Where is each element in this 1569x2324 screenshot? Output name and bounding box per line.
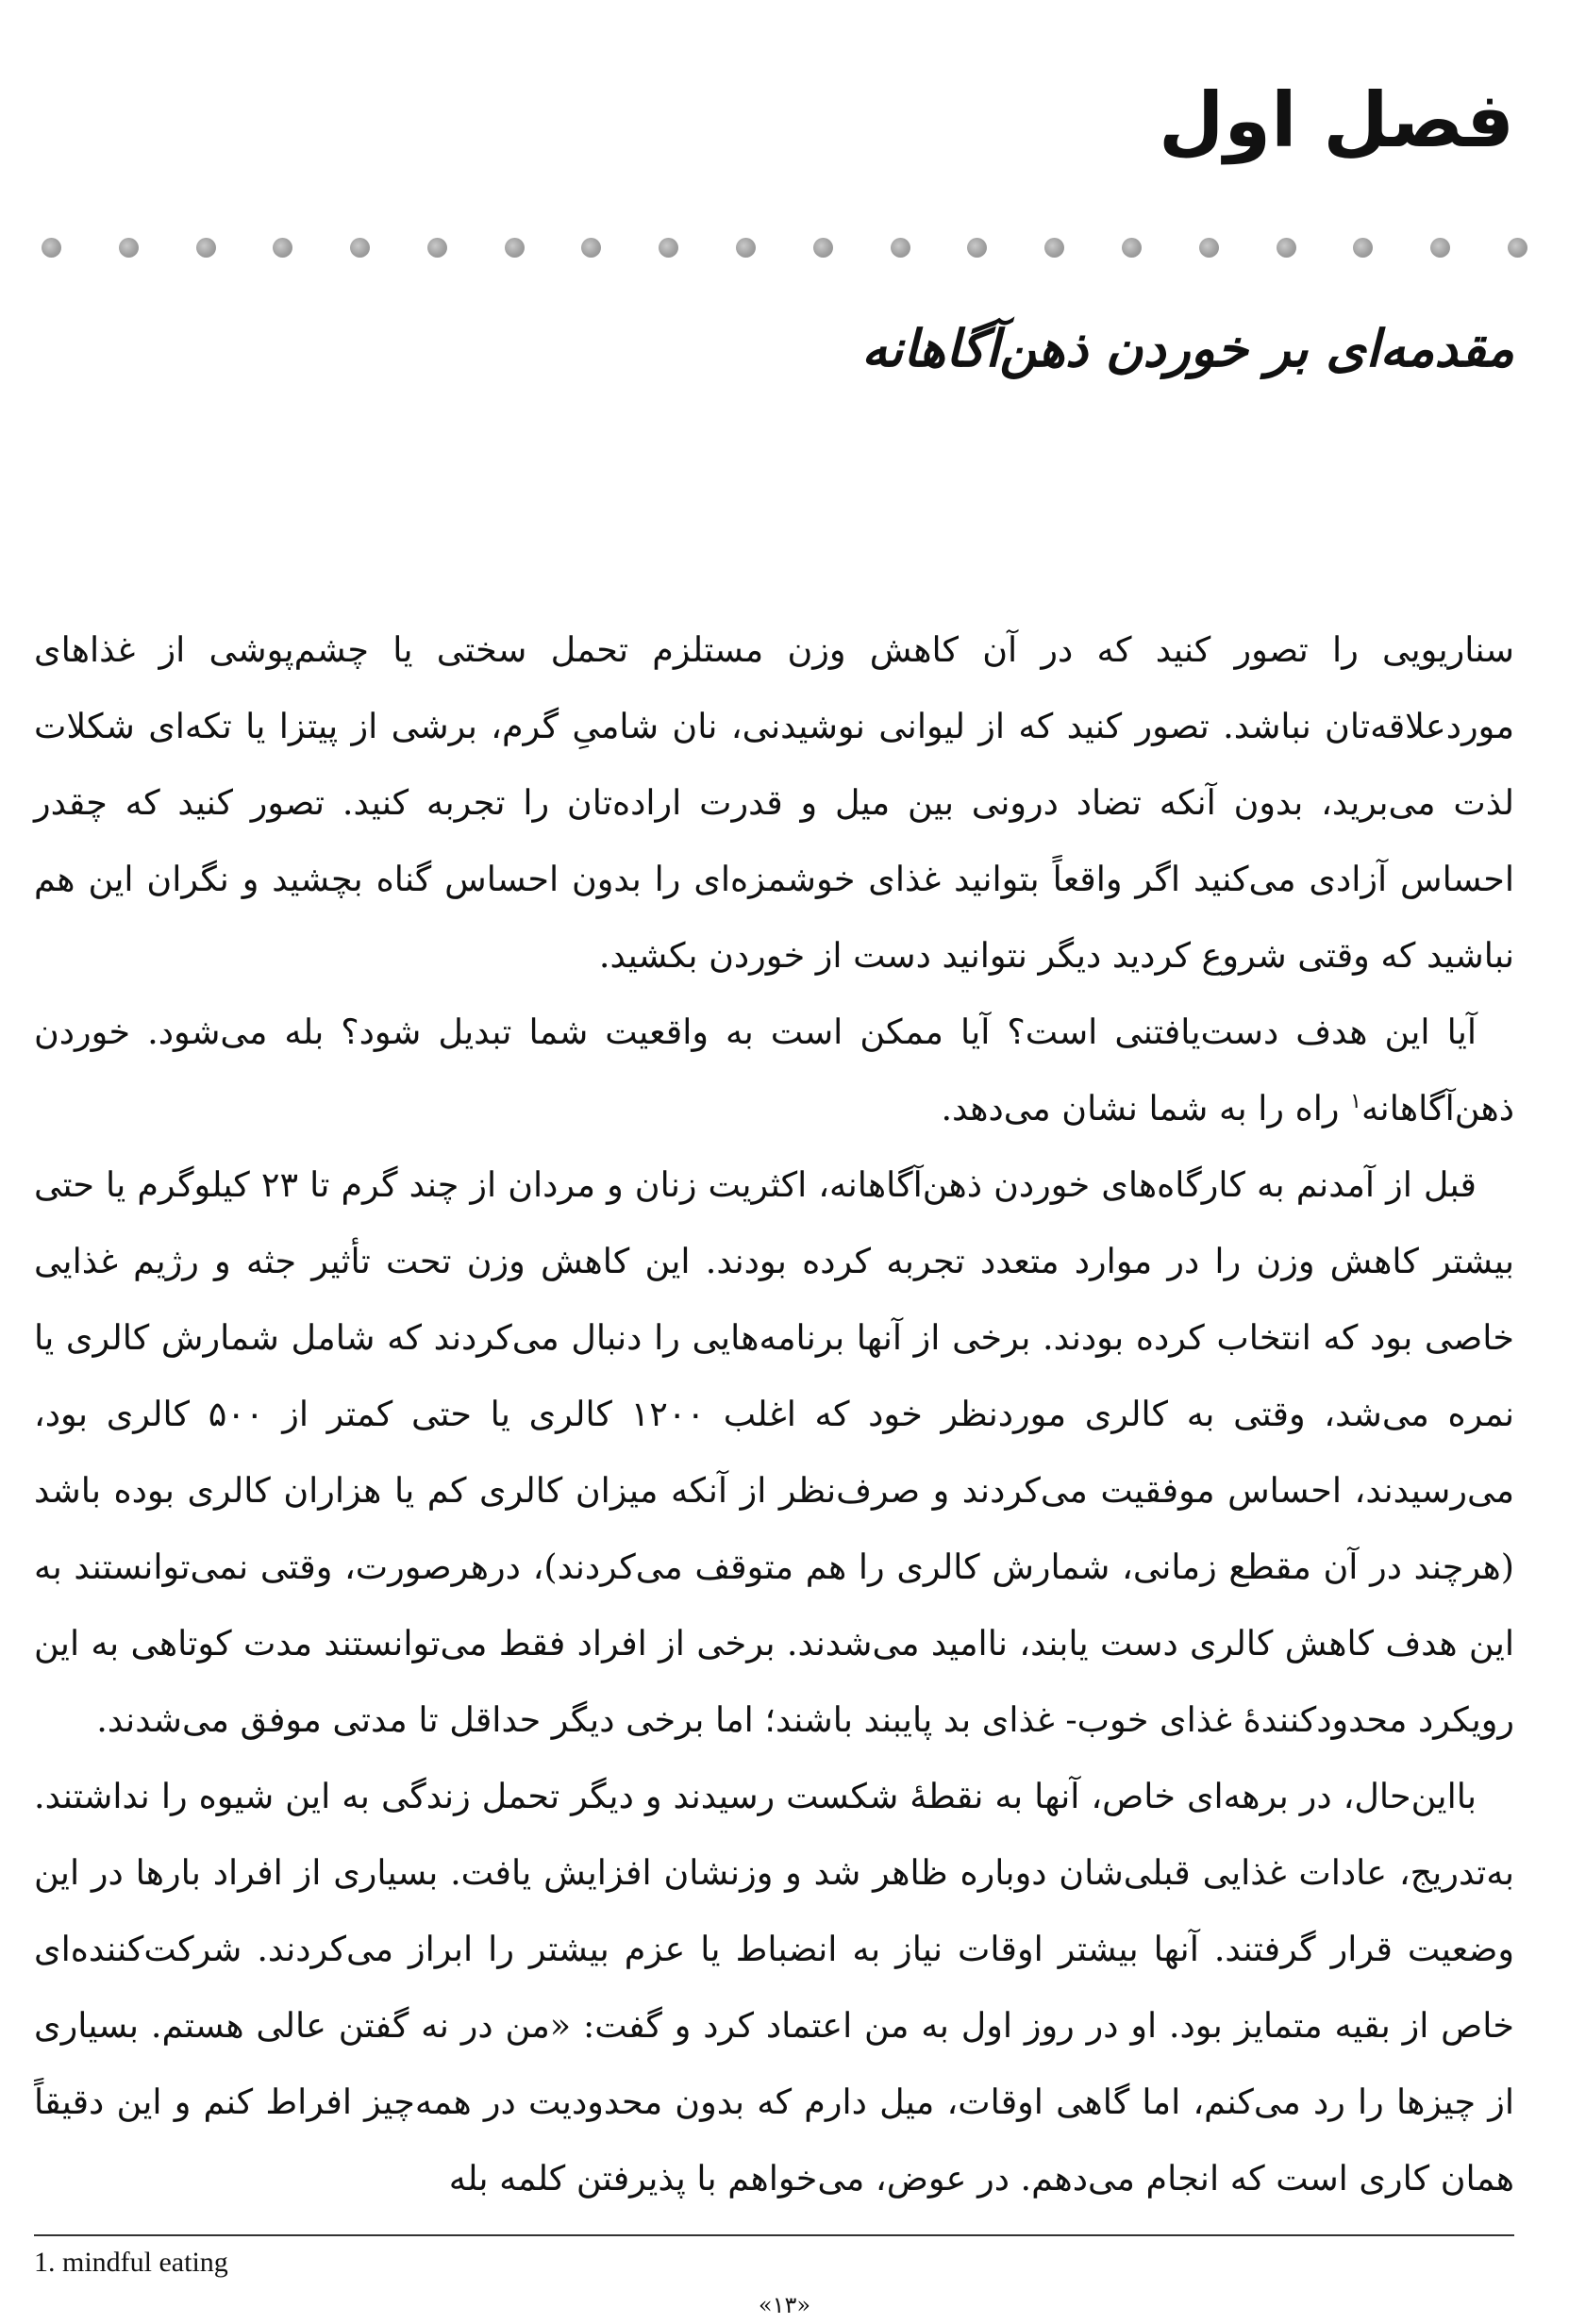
paragraph-text: راه را به شما نشان می‌دهد.	[941, 1088, 1351, 1129]
divider-dot	[505, 238, 525, 258]
divider-dot	[1277, 238, 1296, 258]
divider-dot	[1430, 238, 1450, 258]
dotted-divider	[38, 236, 1531, 259]
divider-dot	[813, 238, 833, 258]
divider-dot	[1122, 238, 1142, 258]
divider-dot	[736, 238, 756, 258]
divider-dot	[273, 238, 292, 258]
paragraph-text: آیا این هدف دست‌یافتنی است؟ آیا ممکن است به واقعیت شما تبدیل شود؟ بله می‌شود. خوردن ذهن‌آگاهانه	[34, 1012, 1514, 1129]
footnote-reference[interactable]: ۱	[1350, 1089, 1361, 1113]
divider-dot	[1199, 238, 1219, 258]
divider-dot	[581, 238, 601, 258]
chapter-title: فصل اول	[1158, 76, 1514, 164]
page-number: «۱۳»	[758, 2292, 811, 2318]
section-title: مقدمه‌ای بر خوردن ذهن‌آگاهانه	[861, 319, 1514, 378]
paragraph: بااین‌حال، در برهه‌ای خاص، آنها به نقطهٔ شکست رسیدند و دیگر تحمل زندگی به این شیوه را نداشتند. به‌تدریج، عادات غذایی قبلی‌شان دوباره ظاهر شد و وزنشان افزایش یافت. بسیاری از افراد بارها در این وضعیت قرار گرفتند. آنها بیشتر اوقات نیاز به انضباط یا عزم بیشتر را ابراز می‌کردند. شرکت‌کننده‌ای خاص از بقیه متمایز بود. او در روز اول به من اعتماد کرد و گفت: «من در نه گفتن عالی هستم. بسیاری از چیزها را رد می‌کنم، اما گاهی اوقات، میل دارم که بدون محدودیت در همه‌چیز افراط کنم و این دقیقاً همان کاری است که انجام می‌دهم. در عوض، می‌خواهم با پذیرفتن کلمه بله	[34, 1776, 1514, 2199]
divider-dot	[350, 238, 370, 258]
divider-dot	[42, 238, 61, 258]
divider-dot	[659, 238, 678, 258]
divider-dot	[427, 238, 447, 258]
divider-dot	[1044, 238, 1064, 258]
divider-dot	[891, 238, 910, 258]
paragraph: قبل از آمدنم به کارگاه‌های خوردن ذهن‌آگاهانه، اکثریت زنان و مردان از چند گرم تا ۲۳ کیلوگرم یا حتی بیشتر کاهش وزن را در موارد متعدد تجربه کرده بودند. این کاهش وزن تحت تأثیر جثه و رژیم غذایی خاصی بود که انتخاب کرده بودند. برخی از آنها برنامه‌هایی را دنبال می‌کردند که شامل شمارش کالری یا نمره می‌شد، وقتی به کالری موردنظر خود که اغلب ۱۲۰۰ کالری یا حتی کمتر از ۵۰۰ کالری بود، می‌رسیدند، احساس موفقیت می‌کردند و صرف‌نظر از آنکه میزان کالری کم یا هزاران کالری بوده باشد (هرچند در آن مقطع زمانی، شمارش کالری را هم متوقف می‌کردند)، درهرصورت، وقتی نمی‌توانستند به این هدف کاهش کالری دست یابند، ناامید می‌شدند. برخی از افراد فقط می‌توانستند مدت کوتاهی به این رویکرد محدودکنندهٔ غذای خوب- غذای بد پایبند باشند؛ اما برخی دیگر حداقل تا مدتی موفق می‌شدند.	[34, 1164, 1514, 1740]
divider-dot	[967, 238, 987, 258]
footnote: 1. mindful eating	[34, 2247, 228, 2278]
paragraph	[34, 994, 1514, 1146]
body-text	[34, 611, 1514, 2216]
divider-dot	[119, 238, 139, 258]
footnote-separator	[34, 2234, 1514, 2236]
divider-dot	[1353, 238, 1373, 258]
paragraph: سناریویی را تصور کنید که در آن کاهش وزن مستلزم تحمل سختی یا چشم‌پوشی از غذاهای موردعلاقه‌تان نباشد. تصور کنید که از لیوانی نوشیدنی، نان شامیِ گرم، برشی از پیتزا یا تکه‌ای شکلات لذت می‌برید، بدون آنکه تضاد درونی بین میل و قدرت اراده‌تان را تجربه کنید. تصور کنید که چقدر احساس آزادی می‌کنید اگر واقعاً بتوانید غذای خوشمزه‌ای را بدون احساس گناه بچشید و نگران این هم نباشید که وقتی شروع کردید دیگر نتوانید دست از خوردن بکشید.	[34, 629, 1514, 976]
divider-dot	[196, 238, 216, 258]
divider-dot	[1508, 238, 1527, 258]
